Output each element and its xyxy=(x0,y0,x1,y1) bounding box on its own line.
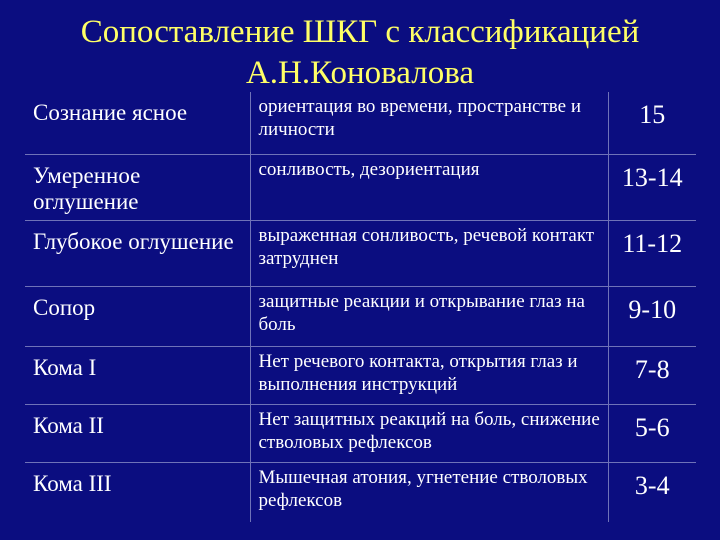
state-cell: Умеренное оглушение xyxy=(25,154,250,220)
score-cell: 5-6 xyxy=(608,404,696,462)
table-row xyxy=(25,462,696,522)
description-cell: сонливость, дезориентация xyxy=(250,154,608,220)
slide-title-line-1: Сопоставление ШКГ с классификацией xyxy=(80,14,640,50)
slide-title-line-2: А.Н.Коновалова xyxy=(245,55,475,91)
score-cell: 3-4 xyxy=(634,470,670,500)
state-cell: Кома I xyxy=(25,346,250,404)
table-row xyxy=(25,286,696,346)
state-cell: Кома III xyxy=(25,462,250,522)
score-cell: 11-12 xyxy=(608,220,696,286)
table-row xyxy=(25,404,696,462)
description-cell: выраженная сонливость, речевой контакт затруднен xyxy=(250,220,608,286)
state-cell: Сознание ясное xyxy=(25,92,250,154)
table-row xyxy=(25,92,696,154)
slide-title xyxy=(0,12,720,94)
score-cell: 9-10 xyxy=(608,286,696,346)
state-cell: Кома II xyxy=(25,404,250,462)
score-cell: 13-14 xyxy=(608,154,696,220)
description-cell: защитные реакции и открывание глаз на боль xyxy=(250,286,608,346)
table-row xyxy=(25,154,696,220)
score-cell: 7-8 xyxy=(608,346,696,404)
score-cell: 15 xyxy=(608,92,696,154)
table-row xyxy=(25,346,696,404)
comparison-table xyxy=(25,92,696,522)
table-row xyxy=(25,220,696,286)
description-cell: Мышечная атония, угнетение стволовых рефлексов xyxy=(250,462,608,522)
description-cell: ориентация во времени, пространстве и личности xyxy=(250,92,608,154)
state-cell: Сопор xyxy=(25,286,250,346)
description-cell: Нет защитных реакций на боль, снижение стволовых рефлексов xyxy=(250,404,608,462)
description-cell: Нет речевого контакта, открытия глаз и выполнения инструкций xyxy=(250,346,608,404)
state-cell: Глубокое оглушение xyxy=(25,220,250,286)
